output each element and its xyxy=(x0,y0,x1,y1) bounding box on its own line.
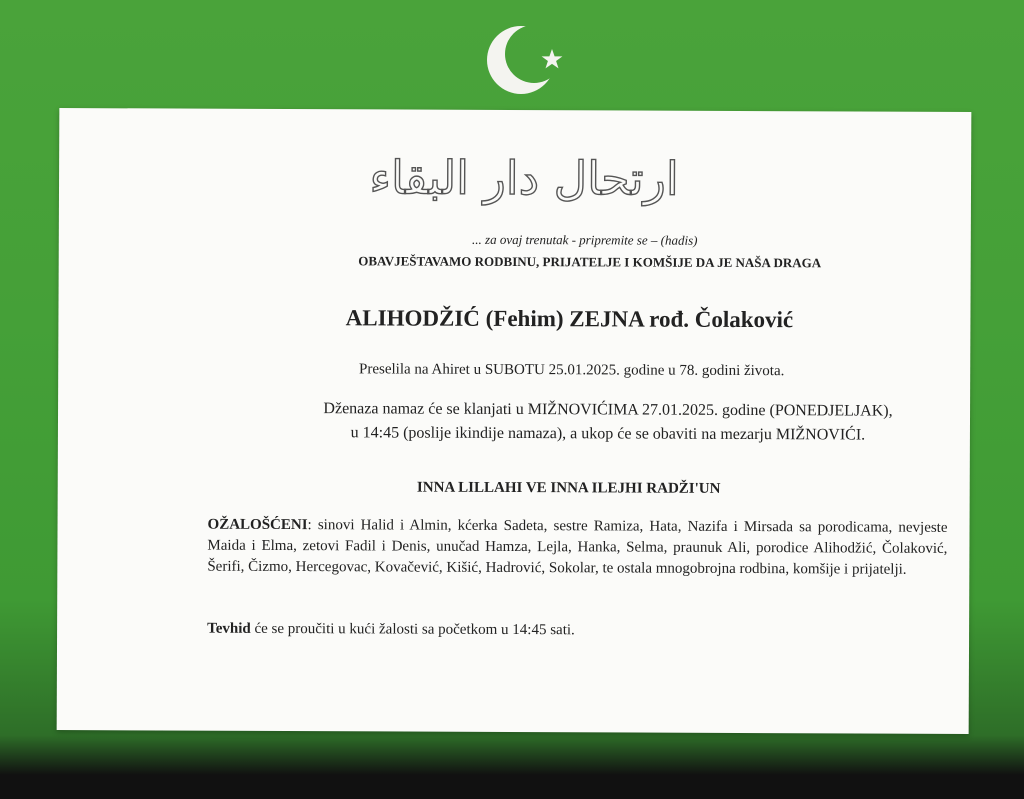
tevhid-label: Tevhid xyxy=(207,620,251,637)
mourners-label: OŽALOŠĆENI xyxy=(207,516,308,534)
mourners-paragraph xyxy=(207,515,947,581)
tevhid-text: će se proučiti u kući žalosti sa početkom u 14:45 sati. xyxy=(250,620,575,639)
funeral-line: u 14:45 (poslije ikindije namaza), a ukop će se obaviti na mezarju MIŽNOVIĆI. xyxy=(350,424,866,444)
funeral-line: Dženaza namaz će se klanjati u MIŽNOVIĆIMA 27.01.2025. godine (PONEDJELJAK), xyxy=(323,400,893,420)
svg-text:ارتحال دار البقاء: ارتحال دار البقاء xyxy=(369,150,679,206)
funeral-details xyxy=(248,397,968,448)
mourners-text: : sinovi Halid i Almin, kćerka Sadeta, sestre Ramiza, Hata, Nazifa i Mirsada sa porodicama, nevjeste Maida i Elma, zetovi Fadil i Denis, unučad Hamza, Lejla, Hanka, Selma, praunuk Ali, porodice Alihodžić, Čolaković, Šerifi, Čizmo, Hercegovac, Kovačević, Kišić, Hadrović, Sokolar, te ostala mnogobrojna rodbina, komšije i prijatelji. xyxy=(207,517,948,578)
announcement: OBAVJEŠTAVAMO RODBINU, PRIJATELJE I KOMŠIJE DA JE NAŠA DRAGA xyxy=(358,253,822,271)
arabic-calligraphy xyxy=(369,132,679,223)
tevhid-paragraph xyxy=(207,621,947,641)
prayer-line: INNA LILLAHI VE INNA ILEJHI RADŽI'UN xyxy=(416,479,721,497)
hadith-quote: ... za ovaj trenutak - pripremite se – (hadis) xyxy=(472,231,698,248)
crescent-star-icon xyxy=(486,18,566,98)
obituary-notice xyxy=(57,108,972,734)
deceased-name: ALIHODŽIĆ (Fehim) ZEJNA rođ. Čolaković xyxy=(345,305,794,333)
passed-away-line: Preselila na Ahiret u SUBOTU 25.01.2025. godine u 78. godini života. xyxy=(359,361,785,380)
